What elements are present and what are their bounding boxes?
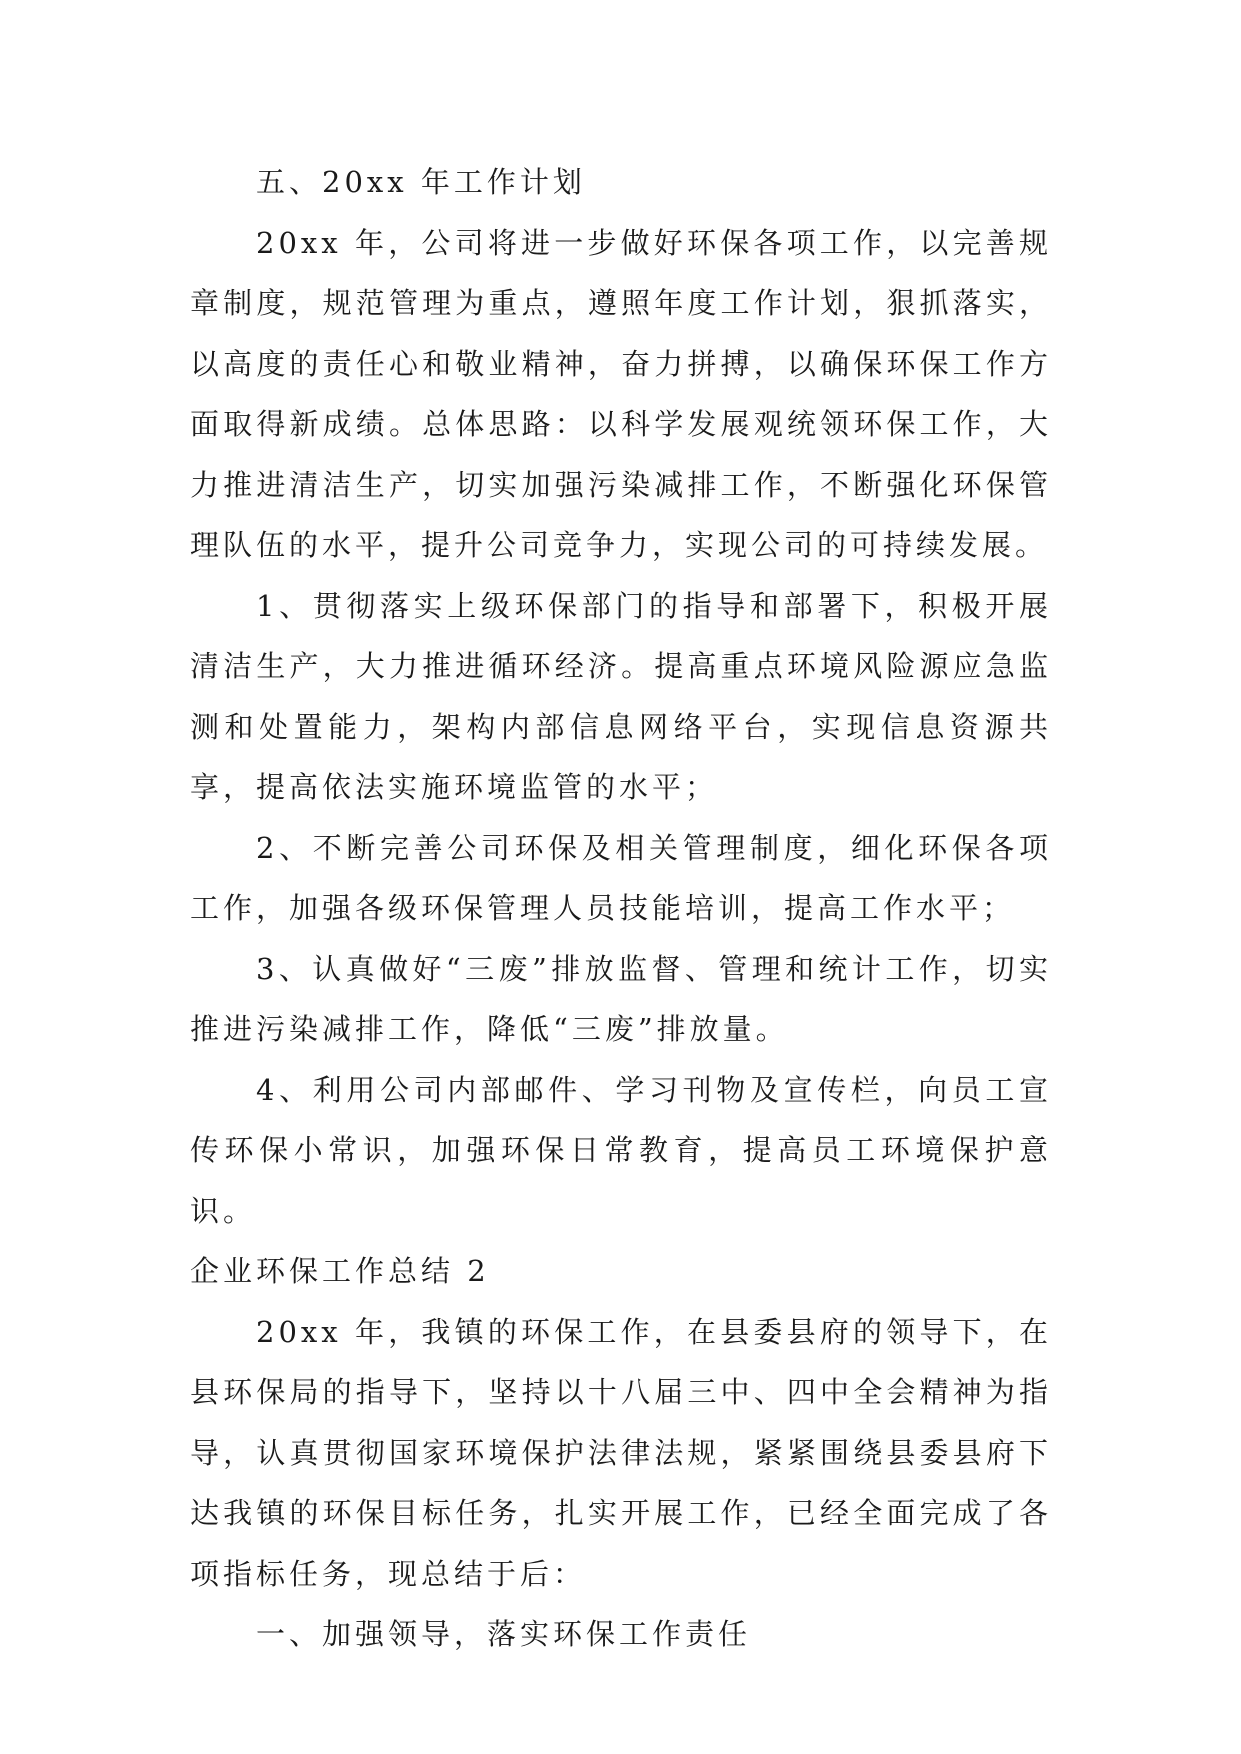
plan-item-1: 1、贯彻落实上级环保部门的指导和部署下，积极开展清洁生产，大力推进循环经济。提高重点环境风险源应急监测和处置能力，架构内部信息网络平台，实现信息资源共享，提高依法实施环境监管的水平； [190,588,1052,804]
plan-item-4: 4、利用公司内部邮件、学习刊物及宣传栏，向员工宣传环保小常识，加强环保日常教育，提高员工环境保护意识。 [190,1072,1052,1228]
plan-item-3: 3、认真做好“三废”排放监督、管理和统计工作，切实推进污染减排工作，降低“三废”排放量。 [190,951,1052,1046]
section-title-2: 企业环保工作总结 2 [190,1254,490,1288]
heading-leadership: 一、加强领导，落实环保工作责任 [256,1617,752,1651]
plan-item-2: 2、不断完善公司环保及相关管理制度，细化环保各项工作，加强各级环保管理人员技能培训，提高工作水平； [190,830,1052,925]
document-body [190,152,1052,1665]
heading-plan: 五、20xx 年工作计划 [256,165,586,199]
summary-intro-paragraph: 20xx 年，我镇的环保工作，在县委县府的领导下，在县环保局的指导下，坚持以十八届三中、四中全会精神为指导，认真贯彻国家环境保护法律法规，紧紧围绕县委县府下达我镇的环保目标任务，扎实开展工作，已经全面完成了各项指标任务，现总结于后： [190,1314,1052,1591]
plan-intro-paragraph: 20xx 年，公司将进一步做好环保各项工作，以完善规章制度，规范管理为重点，遵照年度工作计划，狠抓落实，以高度的责任心和敬业精神，奋力拼搏，以确保环保工作方面取得新成绩。总体思路：以科学发展观统领环保工作，大力推进清洁生产，切实加强污染减排工作，不断强化环保管理队伍的水平，提升公司竞争力，实现公司的可持续发展。 [190,225,1052,562]
